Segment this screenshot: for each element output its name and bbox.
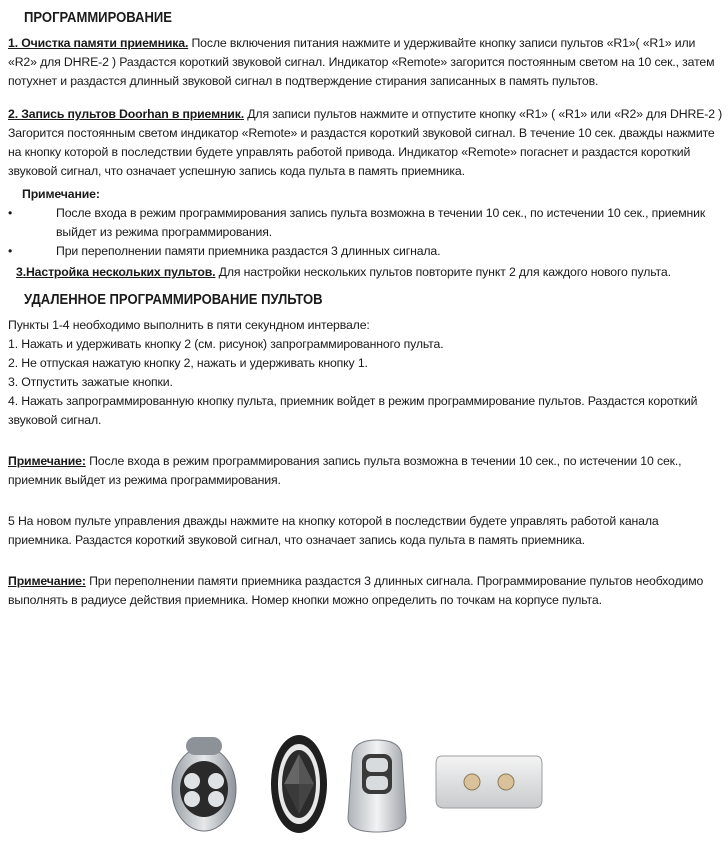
note-bullet-text: После входа в режим программирования запись пульта возможна в течении 10 сек., по истечении 10 сек., приемник выйдет из режима программирования. xyxy=(56,206,706,239)
section-remote-write-heading: 2. Запись пультов Doorhan в приемник. xyxy=(8,107,244,121)
section-memory-clear-text: После включения питания нажмите и удерживайте кнопку записи пультов «R1»( «R1» или «R2» для DHRE-2 ) Раздастся короткий звуковой сигнал. Индикатор «Remote» загорится постоянным светом на 10 сек., затем потухнет и раздастся длинный звуковой сигнал в подтверждение стирания записанных в память пультов. xyxy=(8,36,715,88)
remote-step: 2. Не отпуская нажатую кнопку 2, нажать и удерживать кнопку 1. xyxy=(8,356,368,370)
section-remote-write xyxy=(8,105,724,181)
section-remote-write-text: Для записи пультов нажмите и отпустите кнопку «R1» ( «R1» или «R2» для DHRE-2 ) Загорится постоянным светом индикатор «Remote» и раздастся короткий звуковой сигнал. В течение 10 сек. дважды нажмите на кнопку которой в последствии будете управлять работой привода. Индикатор «Remote» погаснет и раздастся короткий звуковой сигнал, что означает успешную запись кода пульта в память приемника. xyxy=(8,107,723,178)
note-memory-full-heading: Примечание: xyxy=(8,574,86,588)
bullet-dot: • xyxy=(8,206,13,220)
note-remote-timeout-text: После входа в режим программирования запись пульта возможна в течении 10 сек., по истечении 10 сек., приемник выйдет из режима программирования. xyxy=(8,454,682,487)
section-multiple-remotes xyxy=(16,263,724,282)
section-multiple-remotes-text: Для настройки нескольких пультов повторите пункт 2 для каждого нового пульта. xyxy=(215,265,671,279)
receiver-image xyxy=(434,752,544,812)
note-heading: Примечание: xyxy=(22,187,100,201)
remote-step: 1. Нажать и удерживать кнопку 2 (см. рисунок) запрограммированного пульта. xyxy=(8,337,444,351)
remote-oval-image xyxy=(268,732,330,836)
section-multiple-remotes-heading: 3.Настройка нескольких пультов. xyxy=(16,265,216,279)
note-remote-timeout xyxy=(8,452,724,490)
remote-step: 3. Отпустить зажатые кнопки. xyxy=(8,375,173,389)
document-body xyxy=(8,8,724,610)
note-bullet xyxy=(8,242,724,261)
step-5: 5 На новом пульте управления дважды нажмите на кнопку которой в последствии будете управлять работой канала приемника. Раздастся короткий звуковой сигнал, что означает запись кода пульта в память приемника. xyxy=(8,514,659,547)
note-memory-full-text: При переполнении памяти приемника раздастся 3 длинных сигнала. Программирование пультов необходимо выполнять в радиусе действия приемника. Номер кнопки можно определить по точкам на корпусе пульта. xyxy=(8,574,704,607)
section-memory-clear xyxy=(8,34,724,91)
note-remote-timeout-heading: Примечание: xyxy=(8,454,86,468)
remote-intro: Пункты 1-4 необходимо выполнить в пяти секундном интервале: xyxy=(8,318,370,332)
note-bullet-text: При переполнении памяти приемника раздастся 3 длинных сигнала. xyxy=(56,244,441,258)
remote-images xyxy=(0,730,728,835)
note-bullet xyxy=(8,204,724,242)
remote-step: 4. Нажать запрограммированную кнопку пульта, приемник войдет в режим программирование пультов. Раздастся короткий звуковой сигнал. xyxy=(8,394,698,427)
note-memory-full xyxy=(8,572,724,610)
remote-four-button-image xyxy=(164,735,244,835)
section-title-remote-programming: УДАЛЕННОЕ ПРОГРАММИРОВАНИЕ ПУЛЬТОВ xyxy=(24,292,323,308)
page-title: ПРОГРАММИРОВАНИЕ xyxy=(24,10,172,26)
bullet-dot: • xyxy=(8,244,13,258)
section-memory-clear-heading: 1. Очистка памяти приемника. xyxy=(8,36,189,50)
remote-two-button-image xyxy=(344,738,410,834)
